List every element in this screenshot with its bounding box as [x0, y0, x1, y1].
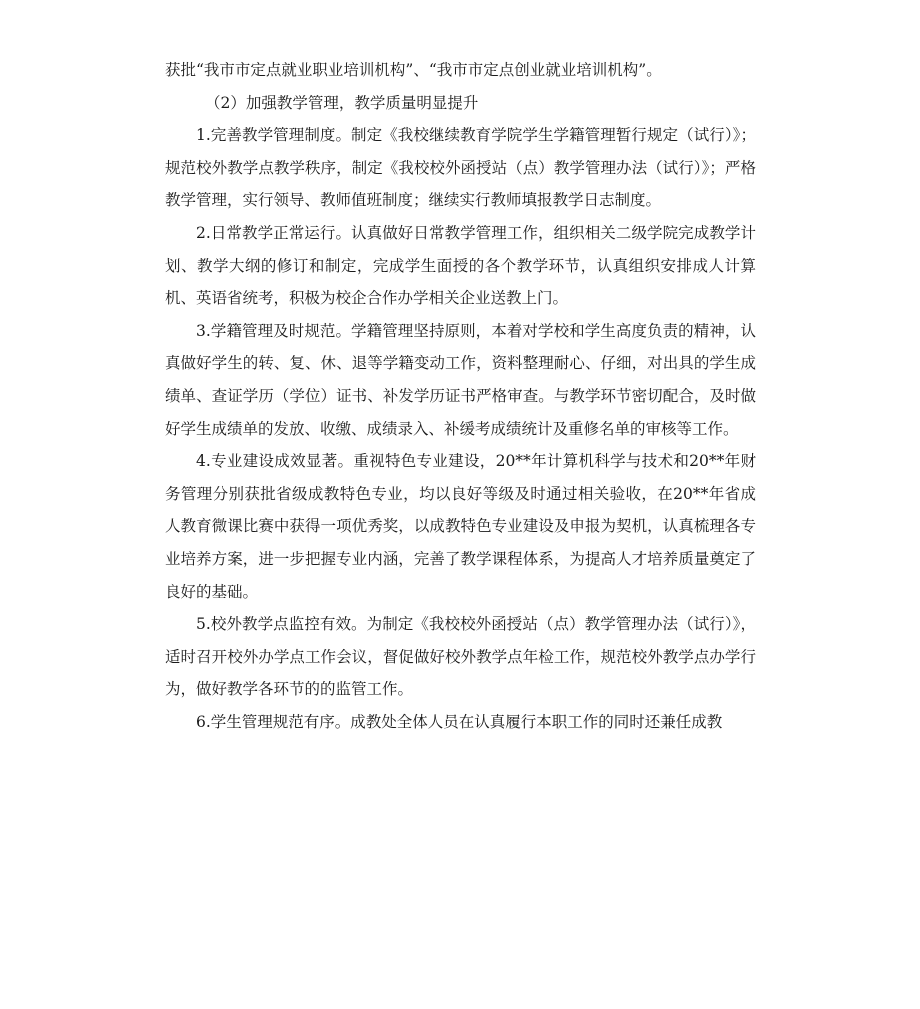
- paragraph-item-5: 5.校外教学点监控有效。为制定《我校校外函授站（点）教学管理办法（试行）》，适时召开校外办学点工作会议，督促做好校外教学点年检工作，规范校外教学点办学行为，做好教学各环节的的监管工作。: [165, 615, 756, 699]
- paragraph-item-4: 4.专业建设成效显著。重视特色专业建设，20**年计算机科学与技术和20**年财务管理分别获批省级成教特色专业，均以良好等级及时通过相关验收，在20**年省成人教育微课比赛中获得一项优秀奖，以成教特色专业建设及申报为契机，认真梳理各专业培养方案，进一步把握专业内涵，完善了教学课程体系，为提高人才培养质量奠定了良好的基础。: [165, 452, 756, 601]
- section-heading: （2）加强教学管理，教学质量明显提升: [205, 93, 479, 112]
- document-page: [165, 54, 756, 738]
- paragraph-item-6: 6.学生管理规范有序。成教处全体人员在认真履行本职工作的同时还兼任成教: [196, 712, 723, 731]
- paragraph-item-1: 1.完善教学管理制度。制定《我校继续教育学院学生学籍管理暂行规定（试行）》；规范校外教学点教学秩序，制定《我校校外函授站（点）教学管理办法（试行）》；严格教学管理，实行领导、教师值班制度；继续实行教师填报教学日志制度。: [165, 126, 756, 210]
- paragraph-continuation: 获批“我市市定点就业职业培训机构”、“我市市定点创业就业培训机构”。: [165, 61, 662, 79]
- paragraph-item-2: 2.日常教学正常运行。认真做好日常教学管理工作，组织相关二级学院完成教学计划、教学大纲的修订和制定，完成学生面授的各个教学环节，认真组织安排成人计算机、英语省统考，积极为校企合作办学相关企业送教上门。: [165, 223, 756, 308]
- paragraph-item-3: 3.学籍管理及时规范。学籍管理坚持原则，本着对学校和学生高度负责的精神，认真做好学生的转、复、休、退等学籍变动工作，资料整理耐心、仔细，对出具的学生成绩单、查证学历（学位）证书、补发学历证书严格审查。与教学环节密切配合，及时做好学生成绩单的发放、收缴、成绩录入、补缓考成绩统计及重修名单的审核等工作。: [165, 321, 756, 438]
